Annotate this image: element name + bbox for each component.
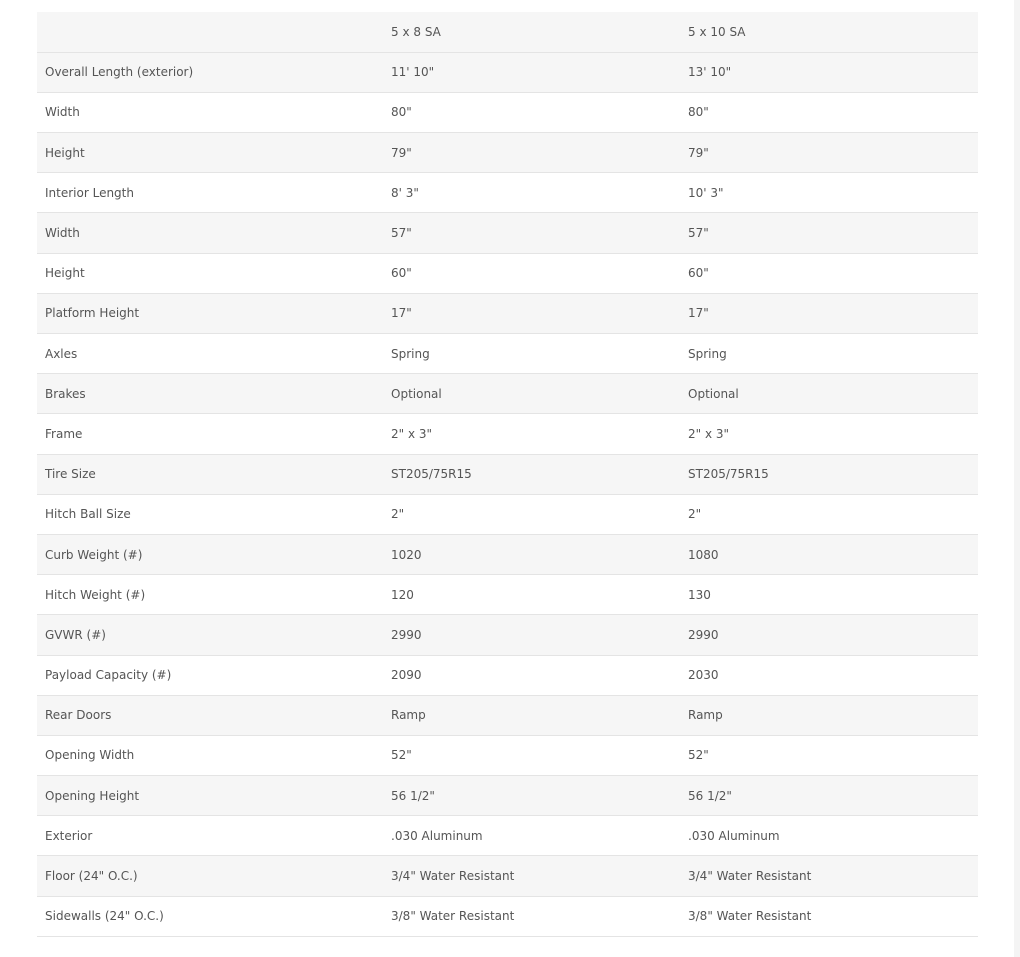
spec-label-cell: Rear Doors xyxy=(37,695,383,735)
value-5x8-cell: 2090 xyxy=(383,655,680,695)
table-row xyxy=(37,52,978,92)
table-row xyxy=(37,575,978,615)
spec-label-cell: Brakes xyxy=(37,374,383,414)
spec-label-cell: Sidewalls (24" O.C.) xyxy=(37,896,383,936)
value-5x10-cell: 1080 xyxy=(680,534,978,574)
value-5x8-cell: 60" xyxy=(383,253,680,293)
value-5x10-cell: ST205/75R15 xyxy=(680,454,978,494)
table-row xyxy=(37,293,978,333)
table-header-row xyxy=(37,12,978,52)
spec-label-cell: Interior Length xyxy=(37,173,383,213)
table-row xyxy=(37,735,978,775)
value-5x8-cell: .030 Aluminum xyxy=(383,816,680,856)
spec-label-cell: Curb Weight (#) xyxy=(37,534,383,574)
value-5x10-cell: 79" xyxy=(680,133,978,173)
specifications-table xyxy=(37,12,978,937)
spec-label-cell: Opening Height xyxy=(37,776,383,816)
value-5x8-cell: ST205/75R15 xyxy=(383,454,680,494)
spec-label-cell: Axles xyxy=(37,334,383,374)
value-5x8-cell: Optional xyxy=(383,374,680,414)
table-header xyxy=(37,12,978,52)
spec-label-cell: Hitch Ball Size xyxy=(37,494,383,534)
value-5x10-cell: 3/8" Water Resistant xyxy=(680,896,978,936)
value-5x10-cell: 3/4" Water Resistant xyxy=(680,856,978,896)
page-scrollbar[interactable] xyxy=(1014,0,1020,957)
value-5x8-cell: 56 1/2" xyxy=(383,776,680,816)
table-body xyxy=(37,52,978,936)
value-5x10-cell: .030 Aluminum xyxy=(680,816,978,856)
table-row xyxy=(37,133,978,173)
table-row xyxy=(37,695,978,735)
table-row xyxy=(37,253,978,293)
header-model-5x8: 5 x 8 SA xyxy=(383,12,680,52)
spec-label-cell: Tire Size xyxy=(37,454,383,494)
value-5x8-cell: Ramp xyxy=(383,695,680,735)
value-5x10-cell: 57" xyxy=(680,213,978,253)
table-row xyxy=(37,615,978,655)
value-5x8-cell: 2990 xyxy=(383,615,680,655)
value-5x10-cell: 52" xyxy=(680,735,978,775)
table-row xyxy=(37,655,978,695)
value-5x10-cell: 10' 3" xyxy=(680,173,978,213)
table-row xyxy=(37,494,978,534)
table-row xyxy=(37,816,978,856)
table-row xyxy=(37,334,978,374)
table-row xyxy=(37,856,978,896)
value-5x10-cell: 13' 10" xyxy=(680,52,978,92)
value-5x10-cell: 2" xyxy=(680,494,978,534)
value-5x8-cell: 11' 10" xyxy=(383,52,680,92)
header-spec-column xyxy=(37,12,383,52)
table-row xyxy=(37,414,978,454)
value-5x8-cell: 2" xyxy=(383,494,680,534)
value-5x10-cell: Optional xyxy=(680,374,978,414)
spec-label-cell: Overall Length (exterior) xyxy=(37,52,383,92)
value-5x10-cell: 2" x 3" xyxy=(680,414,978,454)
spec-label-cell: Payload Capacity (#) xyxy=(37,655,383,695)
value-5x10-cell: 130 xyxy=(680,575,978,615)
spec-label-cell: Frame xyxy=(37,414,383,454)
spec-label-cell: Opening Width xyxy=(37,735,383,775)
value-5x8-cell: 2" x 3" xyxy=(383,414,680,454)
table-row xyxy=(37,776,978,816)
table-row xyxy=(37,374,978,414)
spec-label-cell: Width xyxy=(37,92,383,132)
value-5x8-cell: Spring xyxy=(383,334,680,374)
value-5x10-cell: 60" xyxy=(680,253,978,293)
value-5x8-cell: 79" xyxy=(383,133,680,173)
spec-label-cell: Height xyxy=(37,253,383,293)
table-row xyxy=(37,896,978,936)
value-5x8-cell: 120 xyxy=(383,575,680,615)
table-row xyxy=(37,454,978,494)
value-5x10-cell: 17" xyxy=(680,293,978,333)
value-5x8-cell: 1020 xyxy=(383,534,680,574)
value-5x10-cell: 2030 xyxy=(680,655,978,695)
table-row xyxy=(37,213,978,253)
spec-label-cell: Exterior xyxy=(37,816,383,856)
value-5x8-cell: 80" xyxy=(383,92,680,132)
spec-label-cell: Floor (24" O.C.) xyxy=(37,856,383,896)
value-5x10-cell: 2990 xyxy=(680,615,978,655)
value-5x8-cell: 52" xyxy=(383,735,680,775)
spec-label-cell: Platform Height xyxy=(37,293,383,333)
value-5x8-cell: 3/4" Water Resistant xyxy=(383,856,680,896)
value-5x8-cell: 3/8" Water Resistant xyxy=(383,896,680,936)
table-row xyxy=(37,173,978,213)
value-5x8-cell: 8' 3" xyxy=(383,173,680,213)
value-5x8-cell: 17" xyxy=(383,293,680,333)
value-5x10-cell: Spring xyxy=(680,334,978,374)
value-5x10-cell: Ramp xyxy=(680,695,978,735)
spec-label-cell: Hitch Weight (#) xyxy=(37,575,383,615)
spec-label-cell: GVWR (#) xyxy=(37,615,383,655)
value-5x8-cell: 57" xyxy=(383,213,680,253)
spec-label-cell: Width xyxy=(37,213,383,253)
spec-label-cell: Height xyxy=(37,133,383,173)
value-5x10-cell: 80" xyxy=(680,92,978,132)
table-row xyxy=(37,534,978,574)
header-model-5x10: 5 x 10 SA xyxy=(680,12,978,52)
table-row xyxy=(37,92,978,132)
value-5x10-cell: 56 1/2" xyxy=(680,776,978,816)
